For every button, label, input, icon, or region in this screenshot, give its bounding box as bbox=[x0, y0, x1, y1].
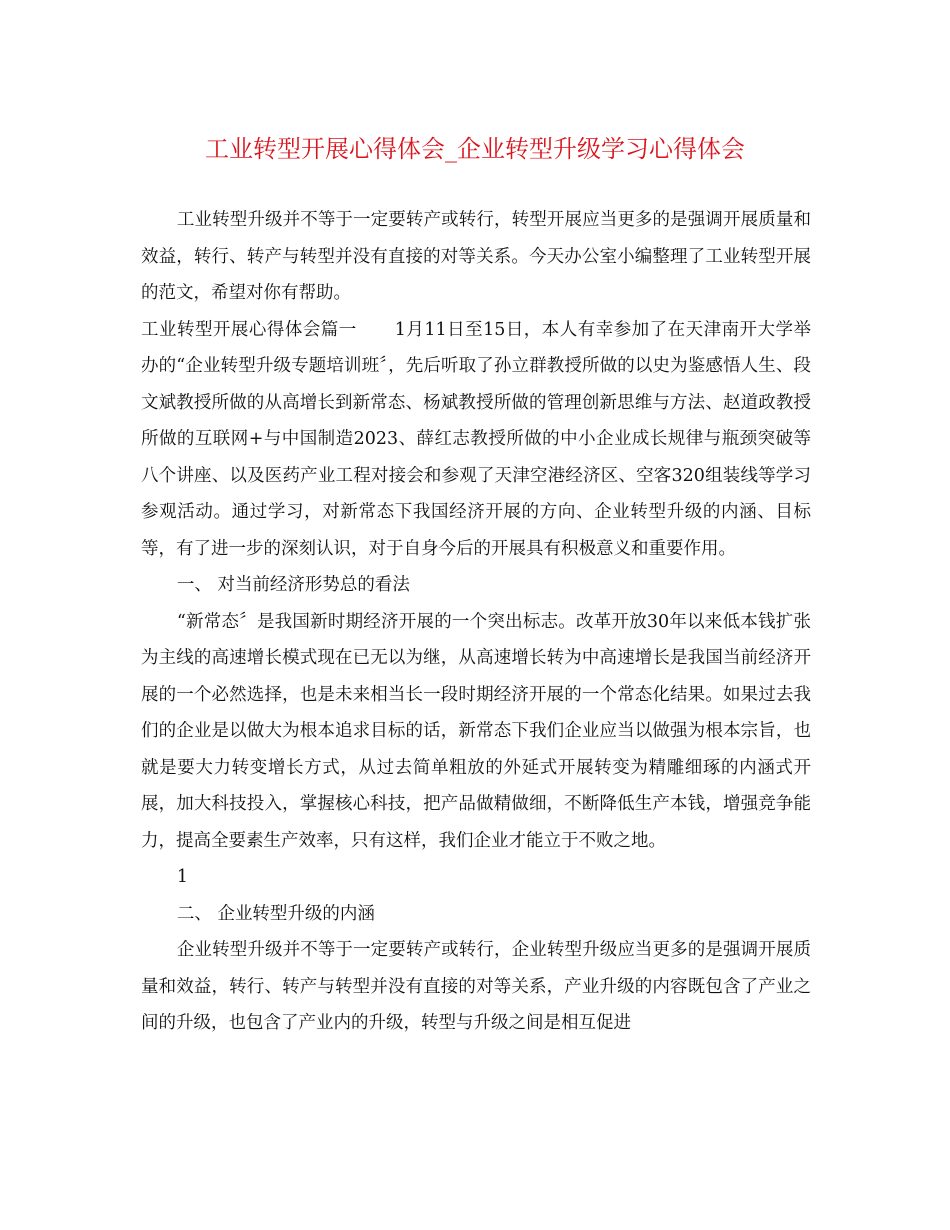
section-1-paragraph: “新常态〞是我国新时期经济开展的一个突出标志。改革开放30年以来低本钱扩张为主线的高速增长模式现在已无以为继，从高速增长转为中高速增长是我国当前经济开展的一个必然选择，也是未来相当长一段时期经济开展的一个常态化结果。如果过去我们的企业是以做大为根本追求目标的话，新常态下我们企业应当以做强为根本宗旨，也就是要大力转变增长方式，从过去简单粗放的外延式开展转变为精雕细琢的内涵式开展，加大科技投入，掌握核心科技，把产品做精做细，不断降低生产本钱，增强竞争能力，提高全要素生产效率，只有这样，我们企业才能立于不败之地。 bbox=[141, 611, 811, 851]
article-paragraph bbox=[141, 312, 811, 568]
intro-paragraph: 工业转型升级并不等于一定要转产或转行，转型开展应当更多的是强调开展质量和效益，转行、转产与转型并没有直接的对等关系。今天办公室小编整理了工业转型开展的范文，希望对你有帮助。 bbox=[141, 210, 811, 303]
section-1-heading: 一、 对当前经济形势总的看法 bbox=[176, 575, 410, 595]
document-body bbox=[141, 202, 811, 1042]
document-title: 工业转型开展心得体会_企业转型升级学习心得体会 bbox=[205, 135, 745, 163]
page-number: 1 bbox=[176, 867, 189, 887]
article-first-paragraph: 1月11日至15日，本人有幸参加了在天津南开大学举办的“企业转型升级专题培训班〞，先后听取了孙立群教授所做的以史为鉴感悟人生、段文斌教授所做的从高增长到新常态、杨斌教授所做的管理创新思维与方法、赵道政教授所做的互联网+与中国制造2023、薛红志教授所做的中小企业成长规律与瓶颈突破等八个讲座、以及医药产业工程对接会和参观了天津空港经济区、空客320组装线等学习参观活动。通过学习，对新常态下我国经济开展的方向、企业转型升级的内涵、目标等，有了进一步的深刻认识，对于自身今后的开展具有积极意义和重要作用。 bbox=[141, 319, 811, 559]
section-2-paragraph: 企业转型升级并不等于一定要转产或转行，企业转型升级应当更多的是强调开展质量和效益，转行、转产与转型并没有直接的对等关系，产业升级的内容既包含了产业之间的升级，也包含了产业内的升级，转型与升级之间是相互促进 bbox=[141, 940, 811, 1033]
article-heading: 工业转型开展心得体会篇一 bbox=[141, 319, 357, 340]
section-2-heading: 二、 企业转型升级的内涵 bbox=[176, 903, 375, 924]
